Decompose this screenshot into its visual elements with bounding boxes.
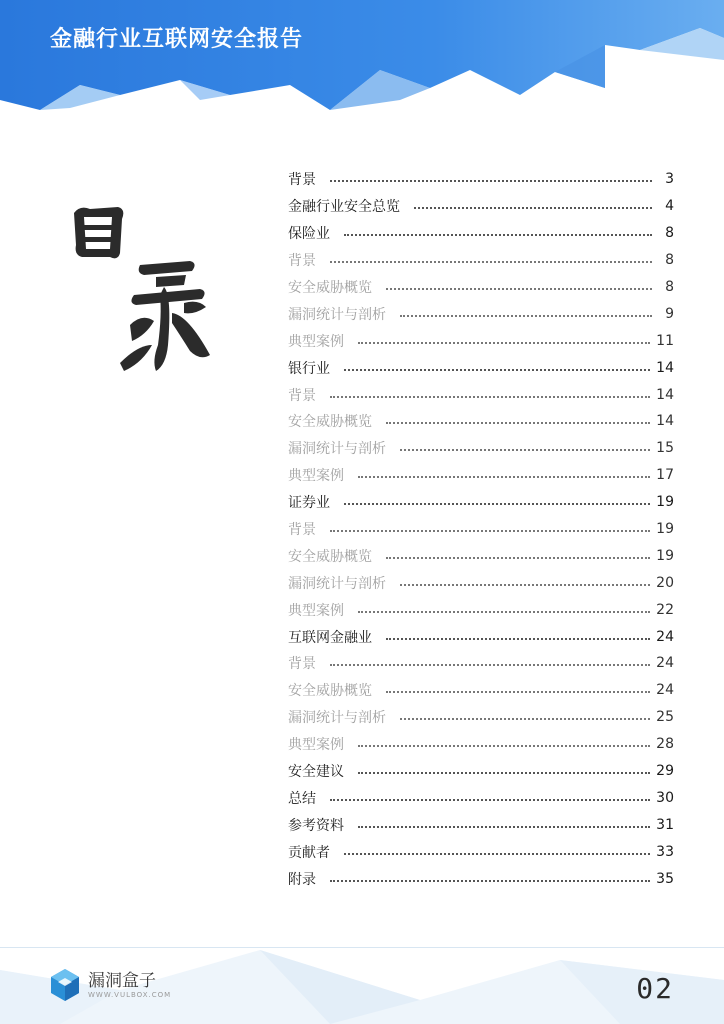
toc-entry-title: 总结 [288,790,316,807]
toc-leader-dots [330,799,650,801]
toc-entry-title: 保险业 [288,226,330,243]
toc-subentry[interactable] [288,731,674,758]
toc-entry-title: 背景 [288,656,316,673]
toc-entry-title: 安全威胁概览 [288,548,372,565]
toc-entry-title: 安全威胁概览 [288,280,372,296]
toc-entry-title: 证券业 [288,495,330,512]
toc-page-number: 19 [656,521,674,538]
toc-page-number: 14 [656,359,674,376]
toc-entry-title: 漏洞统计与剖析 [288,306,386,323]
toc-entry-title: 背景 [288,387,316,404]
toc-subentry[interactable] [288,274,674,301]
toc-subentry[interactable] [288,596,674,623]
toc-leader-dots [400,315,652,317]
toc-leader-dots [400,718,650,720]
toc-entry-title: 安全建议 [288,764,344,781]
toc-subentry[interactable] [288,462,674,489]
toc-page-number: 8 [665,279,674,295]
toc-page-number: 25 [656,709,674,726]
toc-leader-dots [330,261,652,263]
toc-entry-title: 漏洞统计与剖析 [288,441,386,458]
toc-page-number: 24 [656,655,674,672]
toc-entry[interactable] [288,784,674,811]
toc-leader-dots [386,638,650,640]
cube-icon [50,968,80,1002]
toc-page-number: 8 [665,252,674,269]
toc-page-number: 22 [656,601,674,618]
toc-entry[interactable] [288,489,674,516]
toc-leader-dots [358,772,650,774]
toc-entry-title: 安全威胁概览 [288,414,372,431]
toc-entry[interactable] [288,758,674,785]
toc-leader-dots [358,826,650,828]
brand-url: WWW.VULBOX.COM [88,991,172,999]
toc-page-number: 33 [656,843,674,860]
toc-entry[interactable] [288,838,674,865]
toc-page-number: 35 [656,870,674,887]
toc-leader-dots [358,745,650,747]
toc-leader-dots [344,853,650,855]
toc-subentry[interactable] [288,300,674,327]
toc-page-number: 11 [656,332,674,349]
toc-leader-dots [358,476,650,478]
toc-list [288,166,674,892]
brand-logo [50,968,171,1002]
toc-entry-title: 互联网金融业 [288,629,372,646]
toc-page-number: 29 [656,763,674,780]
toc-page-number: 3 [665,171,674,188]
toc-page-number: 15 [656,440,674,457]
toc-leader-dots [400,449,650,451]
footer-decoration [0,880,724,1024]
toc-heading-calligraphy [60,195,220,385]
toc-leader-dots [344,234,652,236]
toc-entry-title: 金融行业安全总览 [288,199,400,216]
toc-page-number: 24 [656,628,674,645]
toc-entry[interactable] [288,193,674,220]
toc-page-number: 28 [656,736,674,753]
toc-entry-title: 附录 [288,871,316,888]
toc-page-number: 17 [656,467,674,484]
toc-page-number: 24 [656,682,674,699]
toc-entry-title: 典型案例 [288,602,344,619]
toc-page-number: 14 [656,413,674,430]
toc-entry-title: 安全威胁概览 [288,683,372,700]
toc-page-number: 30 [656,789,674,806]
toc-entry-title: 背景 [288,522,316,539]
toc-subentry[interactable] [288,435,674,462]
toc-leader-dots [386,691,650,693]
header-banner [0,0,724,140]
toc-entry-title: 背景 [288,253,316,270]
toc-leader-dots [330,664,650,666]
toc-subentry[interactable] [288,650,674,677]
toc-subentry[interactable] [288,381,674,408]
toc-subentry[interactable] [288,677,674,704]
toc-leader-dots [330,530,650,532]
toc-page-number: 14 [656,386,674,403]
toc-page-number: 4 [665,198,674,215]
toc-subentry[interactable] [288,327,674,354]
brand-name: 漏洞盒子 [88,971,156,991]
footer-divider [0,947,724,948]
toc-leader-dots [358,342,650,344]
toc-page-number: 8 [665,225,674,242]
toc-entry-title: 典型案例 [288,737,344,754]
toc-subentry[interactable] [288,542,674,569]
toc-page-number: 19 [656,494,674,511]
toc-entry-title: 参考资料 [288,817,344,834]
toc-page-number: 19 [656,547,674,564]
toc-leader-dots [344,369,650,371]
toc-leader-dots [344,503,650,505]
toc-page-number: 9 [665,305,674,322]
toc-entry-title: 贡献者 [288,844,330,861]
toc-entry-title: 背景 [288,172,316,189]
toc-entry-title: 漏洞统计与剖析 [288,575,386,592]
toc-leader-dots [400,584,650,586]
toc-leader-dots [386,422,650,424]
toc-entry[interactable] [288,220,674,247]
toc-entry[interactable] [288,811,674,838]
toc-leader-dots [330,180,652,182]
toc-page-number: 31 [656,816,674,833]
page-number: 02 [636,972,674,1005]
toc-leader-dots [386,288,652,290]
toc-entry[interactable] [288,354,674,381]
toc-subentry[interactable] [288,247,674,274]
toc-subentry[interactable] [288,408,674,435]
toc-subentry[interactable] [288,569,674,596]
toc-leader-dots [358,611,650,613]
toc-entry-title: 典型案例 [288,468,344,485]
toc-leader-dots [414,207,652,209]
toc-leader-dots [386,557,650,559]
report-title: 金融行业互联网安全报告 [50,27,304,52]
toc-entry-title: 漏洞统计与剖析 [288,710,386,727]
toc-entry[interactable] [288,623,674,650]
toc-entry-title: 银行业 [288,360,330,377]
toc-entry[interactable] [288,166,674,193]
toc-entry-title: 典型案例 [288,333,344,350]
toc-leader-dots [330,396,650,398]
toc-page-number: 20 [656,574,674,591]
toc-subentry[interactable] [288,516,674,543]
toc-subentry[interactable] [288,704,674,731]
